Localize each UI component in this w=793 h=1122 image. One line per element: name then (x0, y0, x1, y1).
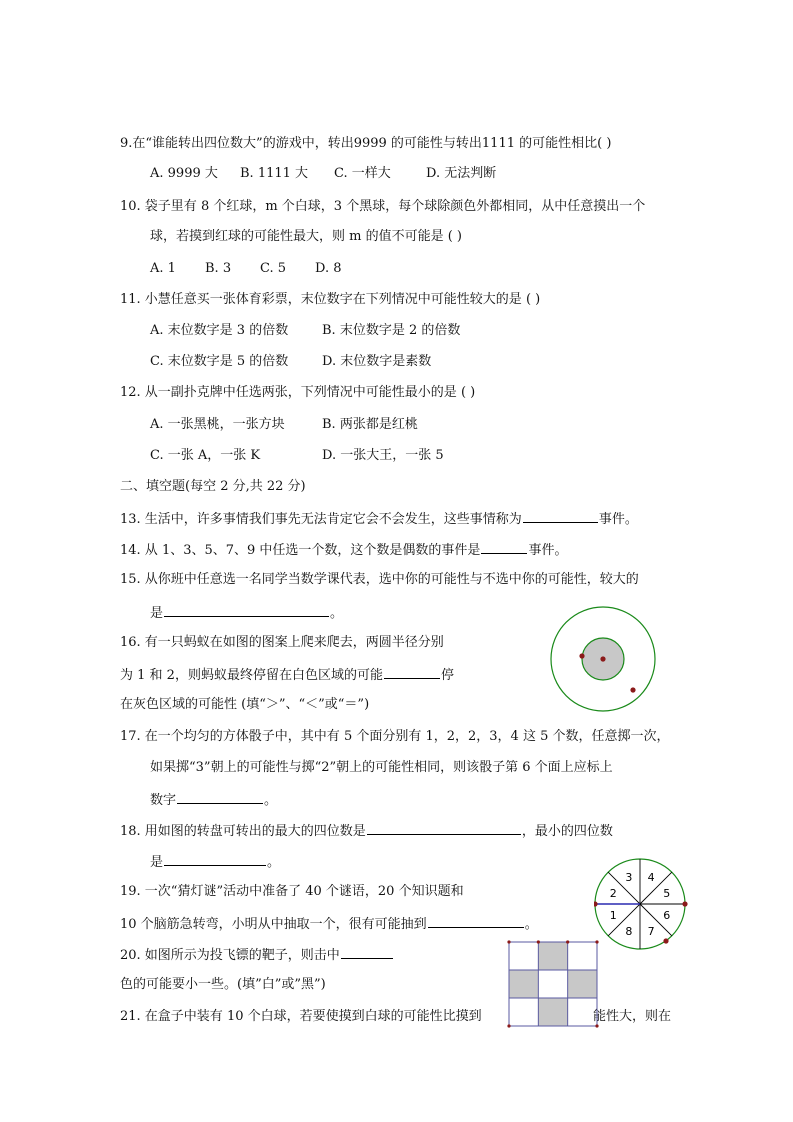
spinner-number: 2 (609, 886, 617, 900)
q21-text-2: 能性大，则在 (593, 1009, 672, 1024)
q19-tail: 。 (524, 917, 538, 932)
q15-text: 15. 从你班中任意选一名同学当数学课代表，选中你的可能性与不选中你的可能性，较大的 (120, 572, 639, 587)
q9-option-a: A. 9999 大 (150, 166, 218, 181)
q13-tail: 事件。 (598, 512, 638, 527)
spinner-right-point (682, 901, 687, 906)
target-corner-point (566, 940, 569, 943)
center-point (600, 656, 605, 661)
q17-prefix: 数字 (150, 793, 177, 808)
q10-stem-1: 10. 袋子里有 8 个红球，m 个白球，3 个黑球，每个球除颜色外都相同，从中任意摸出一个 (120, 199, 646, 214)
q9-option-d: D. 无法判断 (426, 166, 497, 181)
target-gray-cell (509, 970, 538, 998)
outer-edge-point (630, 687, 635, 692)
spinner-number: 5 (663, 886, 671, 900)
q9-option-c: C. 一样大 (334, 166, 391, 181)
q18-tail: 。 (267, 855, 281, 870)
q19-line-2 (120, 914, 538, 934)
q18-line-1 (120, 821, 613, 841)
spinner-number: 6 (663, 909, 671, 923)
q14-answer-blank[interactable] (481, 540, 527, 554)
target-corner-point (537, 940, 540, 943)
q16-text-2: 为 1 和 2，则蚂蚁最终停留在白色区域的可能 (120, 668, 383, 683)
q18-text: 18. 用如图的转盘可转出的最大的四位数是 (120, 824, 366, 839)
q16-text-3: 停 (440, 668, 454, 683)
target-gray-cell (538, 998, 567, 1026)
q21-text-1: 21. 在盒子中装有 10 个白球，若要使摸到白球的可能性比摸到 (120, 1009, 482, 1024)
q17-answer-blank[interactable] (177, 790, 263, 804)
q11-option-a: A. 末位数字是 3 的倍数 (150, 323, 289, 338)
q18-mid: ，最小的四位数 (521, 824, 613, 839)
q13-line (120, 509, 638, 529)
q20-line-1 (120, 945, 394, 965)
q16-answer-blank[interactable] (384, 665, 440, 679)
q10-option-c: C. 5 (260, 261, 287, 276)
spinner-bottom-point (663, 938, 668, 943)
q10-option-b: B. 3 (205, 261, 232, 276)
concentric-circles-figure (548, 600, 668, 720)
q11-option-b: B. 末位数字是 2 的倍数 (322, 323, 461, 338)
q12-stem: 12. 从一副扑克牌中任选两张，下列情况中可能性最小的是 ( ) (120, 385, 476, 400)
target-gray-cell (568, 970, 597, 998)
section-heading: 二、填空题(每空 2 分,共 22 分) (120, 479, 306, 494)
q16-text-4: 在灰色区域的可能性 (填“＞”、“＜”或“＝”) (120, 697, 370, 712)
spinner-number: 4 (647, 871, 655, 885)
q14-text: 14. 从 1、3、5、7、9 中任选一个数，这个数是偶数的事件是 (120, 543, 481, 558)
q12-option-c: C. 一张 A，一张 K (150, 448, 261, 463)
target-corner-point (507, 1024, 510, 1027)
q19-text-2: 10 个脑筋急转弯，小明从中抽取一个，很有可能抽到 (120, 917, 427, 932)
q18-min-blank[interactable] (164, 852, 266, 866)
target-corner-point (507, 940, 510, 943)
q11-option-c: C. 末位数字是 5 的倍数 (150, 354, 289, 369)
spinner-number: 7 (647, 924, 655, 938)
q15-tail: 。 (330, 606, 344, 621)
q16-text-1: 16. 有一只蚂蚁在如图的图案上爬来爬去，两圆半径分别 (120, 635, 444, 650)
target-corner-point (595, 940, 598, 943)
q9-option-b: B. 1111 大 (240, 166, 309, 181)
q19-answer-blank[interactable] (428, 914, 524, 928)
target-corner-point (595, 1024, 598, 1027)
q17-tail: 。 (264, 793, 278, 808)
q18-line-2 (150, 852, 280, 872)
spinner-number: 1 (609, 909, 617, 923)
q16-line-2 (120, 665, 454, 685)
q19-text-1: 19. 一次“猜灯谜”活动中准备了 40 个谜语，20 个知识题和 (120, 884, 464, 899)
q13-answer-blank[interactable] (523, 509, 598, 523)
q11-stem: 11. 小慧任意买一张体育彩票，末位数字在下列情况中可能性较大的是 ( ) (120, 292, 541, 307)
q10-option-d: D. 8 (315, 261, 342, 276)
q14-tail: 事件。 (528, 543, 568, 558)
q17-text-1: 17. 在一个均匀的方体骰子中，其中有 5 个面分别有 1，2，2，3，4 这 5 个数，任意掷一次， (120, 729, 670, 744)
q12-option-a: A. 一张黑桃，一张方块 (150, 417, 285, 432)
q15-answer-blank[interactable] (164, 603, 329, 617)
q10-stem-2: 球，若摸到红球的可能性最大，则 m 的值不可能是 ( ) (150, 229, 463, 244)
spinner-figure (594, 856, 694, 956)
target-gray-cell (538, 942, 567, 970)
q20-text-2: 色的可能要小一些。(填”白”或”黑”) (120, 977, 326, 992)
q11-option-d: D. 末位数字是素数 (322, 354, 432, 369)
q14-line (120, 540, 567, 560)
q15-prefix: 是 (150, 606, 164, 621)
q18-max-blank[interactable] (367, 821, 521, 835)
spinner-number: 3 (625, 871, 633, 885)
q12-option-d: D. 一张大王，一张 5 (322, 448, 444, 463)
q20-text: 20. 如图所示为投飞镖的靶子，则击中 (120, 948, 340, 963)
q9-stem: 9.在“谁能转出四位数大”的游戏中，转出9999 的可能性与转出1111 的可能性相比( ) (120, 136, 612, 151)
q12-option-b: B. 两张都是红桃 (322, 417, 418, 432)
spinner-number: 8 (625, 924, 633, 938)
q15-line-2 (150, 603, 343, 623)
q18-prefix: 是 (150, 855, 164, 870)
dart-target-figure (507, 940, 599, 1030)
q10-option-a: A. 1 (150, 261, 176, 276)
q17-line-3 (150, 790, 277, 810)
inner-edge-point (579, 653, 584, 658)
q20-answer-blank[interactable] (341, 945, 393, 959)
q17-text-2: 如果掷“3”朝上的可能性与掷“2”朝上的可能性相同，则该骰子第 6 个面上应标上 (150, 760, 613, 775)
q13-text: 13. 生活中，许多事情我们事先无法肯定它会不会发生，这些事情称为 (120, 512, 522, 527)
